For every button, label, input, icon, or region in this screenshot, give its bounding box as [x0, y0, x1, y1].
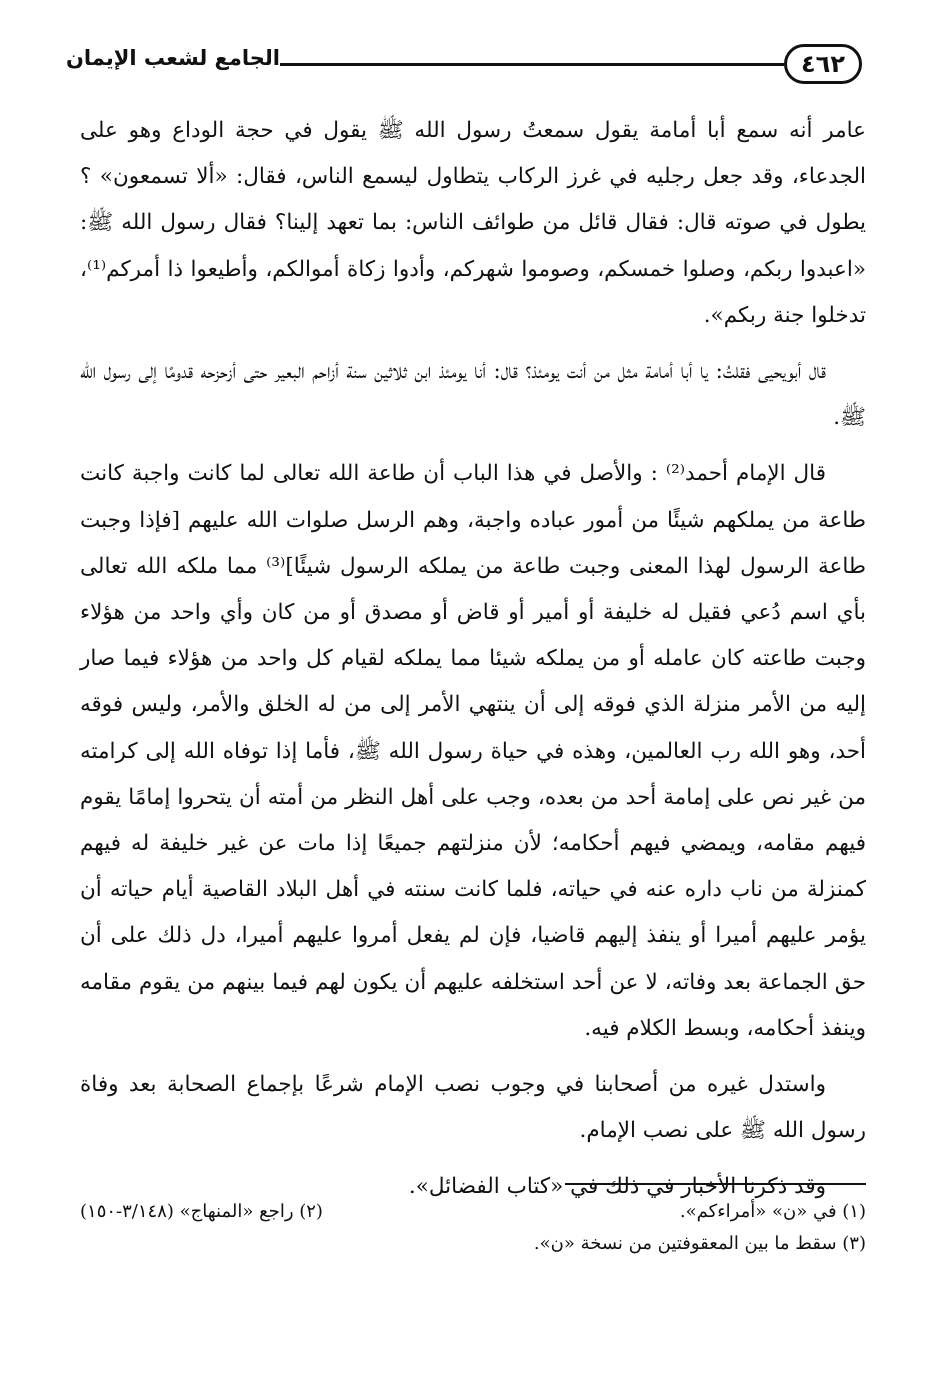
paragraph-istidlal: واستدل غيره من أصحابنا في وجوب نصب الإمام شرعًا بإجماع الصحابة بعد وفاة رسول الله ﷺ على نصب الإمام.: [80, 1072, 866, 1144]
running-title: الجامع لشعب الإيمان: [65, 46, 280, 70]
footnotes: [80, 1196, 866, 1260]
header-rule: [280, 63, 784, 66]
paragraph-imam-ahmad: قال الإمام أحمد⁽²⁾ : والأصل في هذا الباب أن طاعة الله تعالى لما كانت واجبة كانت طاعة من يملكهم شيئًا من أمور عباده واجبة، وهم الرسل صلوات الله عليهم [فإذا وجبت طاعة الرسول لهذا المعنى وجبت طاعة من يملكه الرسول شيئًا]⁽³⁾ مما ملكه الله تعالى بأي اسم دُعي فقيل له خليفة أو أمير أو قاض أو مصدق أو من كان وأي واحد من هؤلاء وجبت طاعته كان عامله أو من يملكه شيئا مما يملكه لقيام كل واحد من هؤلاء فيما صار إليه من الأمر منزلة الذي فوقه إلى أن ينتهي الأمر إلى من له الخلق والأمر، وليس فوقه أحد، وهو الله رب العالمين، وهذه في حياة رسول الله ﷺ، فأما إذا توفاه الله إلى كرامته من غير نص على إمامة أحد من بعده، وجب على أهل النظر من أمته أن يتحروا إمامًا يقوم فيهم مقامه، ويمضي فيهم أحكامه؛ لأن منزلتهم جميعًا إذا مات عن غير خليفة له فيهم كمنزلة من ناب داره عنه في حياته، فلما كانت سنته في أهل البلاد القاصية أيام حياته أن يؤمر عليهم أميرا أو ينفذ إليهم قاضيا، فإن لم يفعل أمروا عليهم أميرا، دل ذلك على أن حق الجماعة بعد وفاته، لا عن أحد استخلفه عليهم أن يكون لهم فيما بينهم من يقوم مقامه وينفذ أحكامه، وبسط الكلام فيه.: [80, 461, 866, 1041]
footnote-separator: [565, 1183, 866, 1185]
page-header: [65, 40, 870, 90]
paragraph-fadail: وقد ذكرنا الأخبار في ذلك في «كتاب الفضائل».: [408, 1174, 826, 1200]
paragraph-abu-yahya: قال أبويحيى فقلتُ: يا أبا أمامة مثل من أنت يومئذ؟ قال: أنا يومئذ ابن ثلاثين سنة أزاحم البعير حتى أزحزحه قدومًا إلى رسول الله ﷺ.: [80, 359, 866, 431]
footnote-3: (٣) سقط ما بين المعقوفتين من نسخة «ن».: [533, 1233, 866, 1254]
main-text: [80, 108, 866, 1221]
paragraph-hadith: عامر أنه سمع أبا أمامة يقول سمعتُ رسول الله ﷺ يقول في حجة الوداع وهو على الجدعاء، وقد جعل رجليه في غرز الركاب يتطاول ليسمع الناس، فقال: «ألا تسمعون» ؟ يطول في صوته قال: فقال قائل من طوائف الناس: بما تعهد إلينا؟ فقال رسول الله ﷺ: «اعبدوا ربكم، وصلوا خمسكم، وصوموا شهركم، وأدوا زكاة أموالكم، وأطيعوا ذا أمركم⁽¹⁾، تدخلوا جنة ربكم».: [80, 118, 866, 328]
footnote-row: [80, 1196, 866, 1228]
page-number: ٤٦٢: [784, 44, 862, 84]
footnote-1: (١) في «ن» «أمراءكم».: [679, 1201, 866, 1222]
footnote-row: [80, 1228, 866, 1260]
footnote-2: (٢) راجع «المنهاج» (٣/١٤٨-١٥٠): [80, 1201, 323, 1222]
